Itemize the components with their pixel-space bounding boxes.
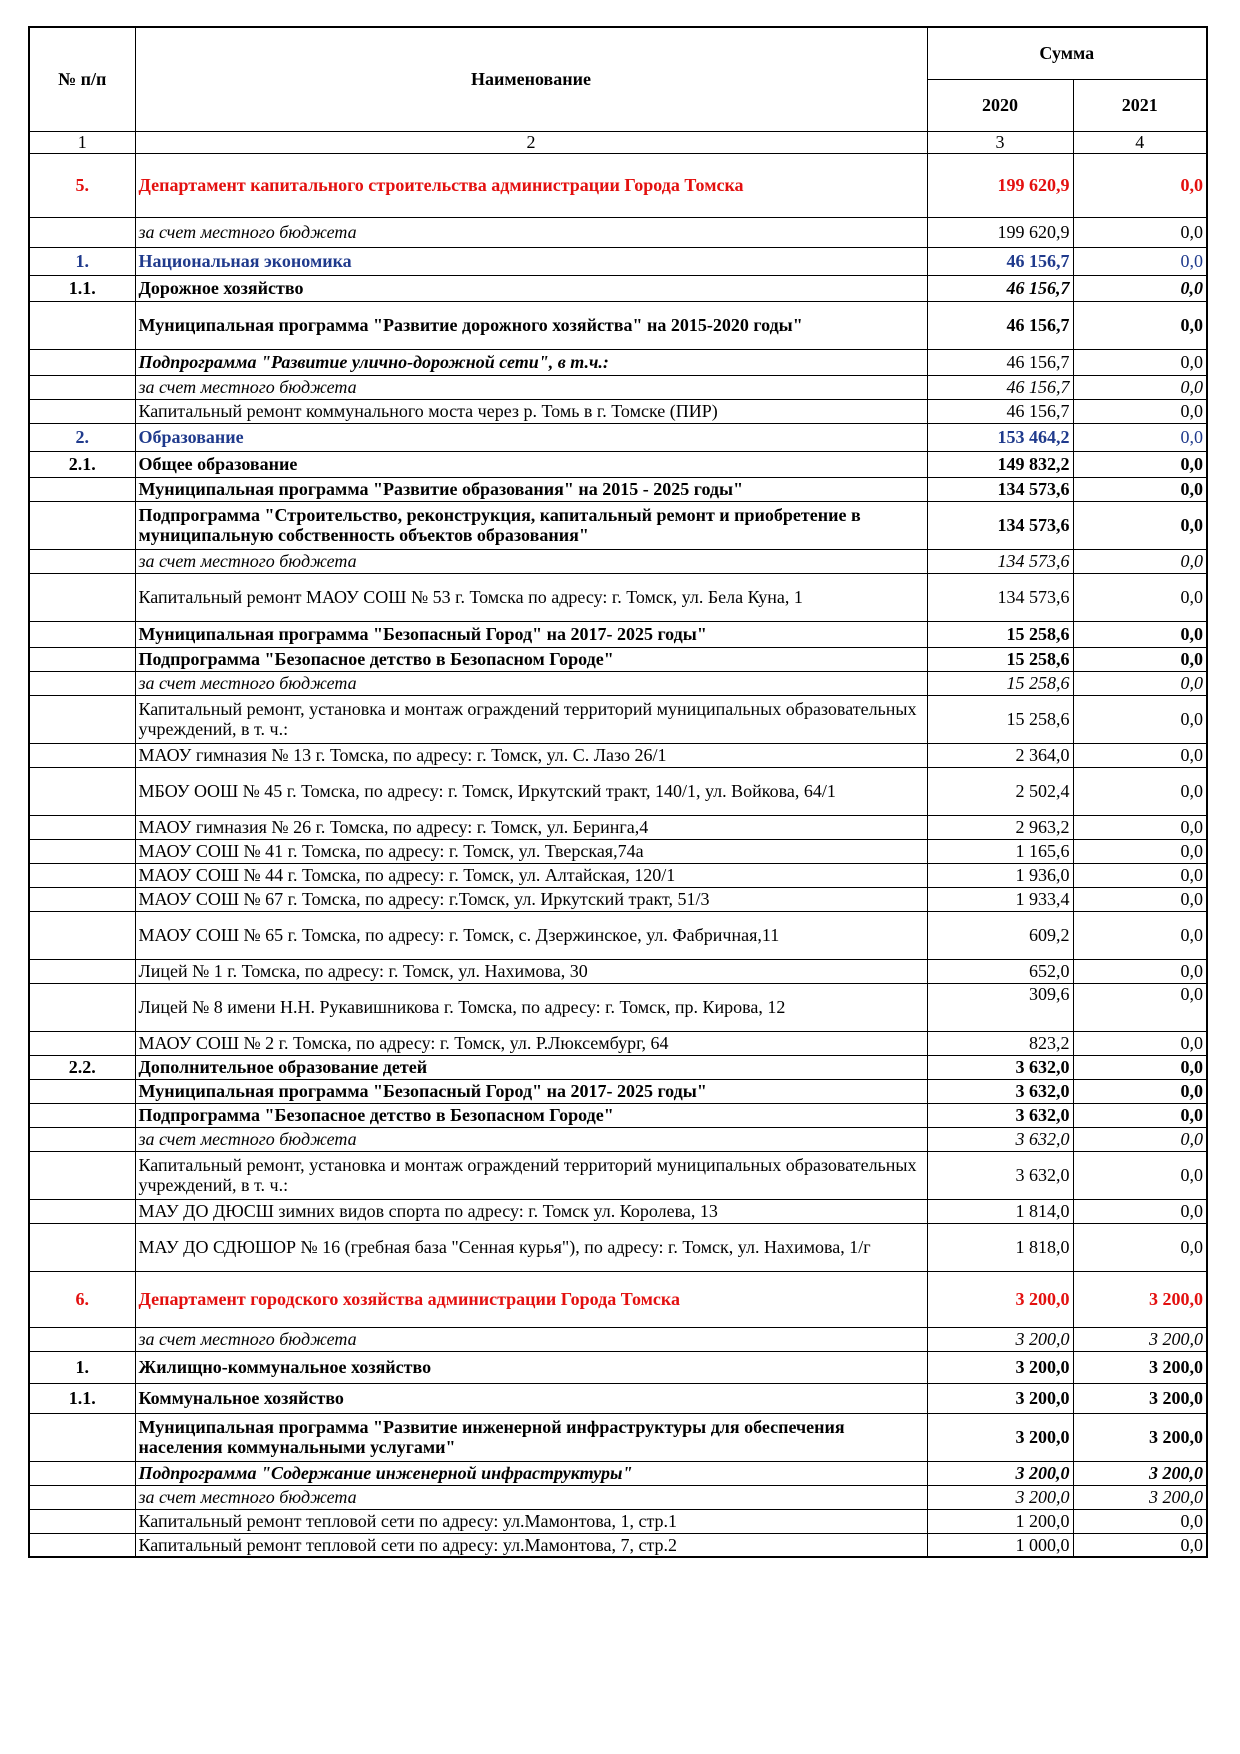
row-number bbox=[29, 983, 135, 1031]
row-number: 2.2. bbox=[29, 1055, 135, 1079]
table-row bbox=[29, 671, 1207, 695]
row-value-2020: 2 502,4 bbox=[927, 767, 1073, 815]
row-value-2021: 0,0 bbox=[1073, 1055, 1207, 1079]
row-number: 1. bbox=[29, 247, 135, 275]
row-value-2020: 134 573,6 bbox=[927, 477, 1073, 501]
row-number bbox=[29, 767, 135, 815]
row-value-2020: 46 156,7 bbox=[927, 275, 1073, 301]
row-value-2020: 609,2 bbox=[927, 911, 1073, 959]
row-number bbox=[29, 1461, 135, 1485]
row-name: МАОУ СОШ № 2 г. Томска, по адресу: г. Томск, ул. Р.Люксембург, 64 bbox=[135, 1031, 927, 1055]
table-row bbox=[29, 1351, 1207, 1383]
column-index-row bbox=[29, 131, 1207, 153]
table-row bbox=[29, 1533, 1207, 1557]
row-value-2020: 3 632,0 bbox=[927, 1103, 1073, 1127]
row-value-2021: 0,0 bbox=[1073, 621, 1207, 647]
row-value-2020: 134 573,6 bbox=[927, 549, 1073, 573]
row-name: МАОУ СОШ № 44 г. Томска, по адресу: г. Томск, ул. Алтайская, 120/1 bbox=[135, 863, 927, 887]
header-num: № п/п bbox=[29, 27, 135, 131]
table-row bbox=[29, 983, 1207, 1031]
table-row bbox=[29, 423, 1207, 451]
row-name: за счет местного бюджета bbox=[135, 217, 927, 247]
row-name: МАУ ДО ДЮСШ зимних видов спорта по адресу: г. Томск ул. Королева, 13 bbox=[135, 1199, 927, 1223]
row-value-2020: 3 200,0 bbox=[927, 1413, 1073, 1461]
row-number: 1. bbox=[29, 1351, 135, 1383]
row-value-2020: 134 573,6 bbox=[927, 573, 1073, 621]
row-number bbox=[29, 1485, 135, 1509]
table-row bbox=[29, 573, 1207, 621]
row-number bbox=[29, 1079, 135, 1103]
row-name: Муниципальная программа "Безопасный Город" на 2017- 2025 годы" bbox=[135, 1079, 927, 1103]
row-name: Подпрограмма "Безопасное детство в Безопасном Городе" bbox=[135, 647, 927, 671]
row-value-2020: 1 165,6 bbox=[927, 839, 1073, 863]
row-value-2020: 3 200,0 bbox=[927, 1461, 1073, 1485]
row-value-2020: 1 936,0 bbox=[927, 863, 1073, 887]
row-number bbox=[29, 1151, 135, 1199]
row-name: Муниципальная программа "Развитие образования" на 2015 - 2025 годы" bbox=[135, 477, 927, 501]
row-value-2020: 1 000,0 bbox=[927, 1533, 1073, 1557]
row-name: за счет местного бюджета bbox=[135, 549, 927, 573]
column-index: 4 bbox=[1073, 131, 1207, 153]
header-sum: Сумма bbox=[927, 27, 1207, 79]
table-row bbox=[29, 1327, 1207, 1351]
table-row bbox=[29, 1151, 1207, 1199]
row-number bbox=[29, 863, 135, 887]
row-value-2021: 0,0 bbox=[1073, 349, 1207, 375]
row-name: Подпрограмма "Безопасное детство в Безопасном Городе" bbox=[135, 1103, 927, 1127]
row-value-2020: 3 200,0 bbox=[927, 1271, 1073, 1327]
row-number bbox=[29, 477, 135, 501]
row-value-2020: 823,2 bbox=[927, 1031, 1073, 1055]
table-row bbox=[29, 549, 1207, 573]
row-value-2021: 0,0 bbox=[1073, 1533, 1207, 1557]
row-name: Лицей № 1 г. Томска, по адресу: г. Томск, ул. Нахимова, 30 bbox=[135, 959, 927, 983]
row-value-2021: 3 200,0 bbox=[1073, 1485, 1207, 1509]
row-name: МАОУ гимназия № 13 г. Томска, по адресу: г. Томск, ул. С. Лазо 26/1 bbox=[135, 743, 927, 767]
row-value-2020: 199 620,9 bbox=[927, 153, 1073, 217]
table-row bbox=[29, 743, 1207, 767]
row-value-2021: 0,0 bbox=[1073, 767, 1207, 815]
row-number bbox=[29, 399, 135, 423]
row-number: 2. bbox=[29, 423, 135, 451]
table-row bbox=[29, 621, 1207, 647]
table-row bbox=[29, 477, 1207, 501]
table-row bbox=[29, 153, 1207, 217]
table-row bbox=[29, 399, 1207, 423]
table-row bbox=[29, 839, 1207, 863]
table-row bbox=[29, 1055, 1207, 1079]
row-name: Национальная экономика bbox=[135, 247, 927, 275]
row-number bbox=[29, 1327, 135, 1351]
row-number bbox=[29, 815, 135, 839]
row-number bbox=[29, 549, 135, 573]
row-value-2020: 15 258,6 bbox=[927, 695, 1073, 743]
row-value-2021: 0,0 bbox=[1073, 887, 1207, 911]
table-row bbox=[29, 275, 1207, 301]
table-row bbox=[29, 863, 1207, 887]
row-value-2021: 0,0 bbox=[1073, 399, 1207, 423]
row-number bbox=[29, 839, 135, 863]
row-value-2021: 0,0 bbox=[1073, 815, 1207, 839]
table-row bbox=[29, 959, 1207, 983]
row-number bbox=[29, 1199, 135, 1223]
row-value-2020: 3 200,0 bbox=[927, 1485, 1073, 1509]
row-number bbox=[29, 1223, 135, 1271]
row-value-2021: 3 200,0 bbox=[1073, 1413, 1207, 1461]
row-name: Капитальный ремонт МАОУ СОШ № 53 г. Томска по адресу: г. Томск, ул. Бела Куна, 1 bbox=[135, 573, 927, 621]
row-number bbox=[29, 695, 135, 743]
table-row bbox=[29, 1127, 1207, 1151]
row-value-2021: 0,0 bbox=[1073, 863, 1207, 887]
table-row bbox=[29, 695, 1207, 743]
row-value-2021: 0,0 bbox=[1073, 695, 1207, 743]
table-row bbox=[29, 887, 1207, 911]
table-row bbox=[29, 815, 1207, 839]
row-value-2020: 309,6 bbox=[927, 983, 1073, 1031]
row-number bbox=[29, 959, 135, 983]
row-number bbox=[29, 573, 135, 621]
row-value-2020: 1 200,0 bbox=[927, 1509, 1073, 1533]
header-2021: 2021 bbox=[1073, 79, 1207, 131]
table-row bbox=[29, 767, 1207, 815]
table-row bbox=[29, 1223, 1207, 1271]
column-index: 2 bbox=[135, 131, 927, 153]
row-name: Департамент капитального строительства администрации Города Томска bbox=[135, 153, 927, 217]
row-name: МАОУ гимназия № 26 г. Томска, по адресу: г. Томск, ул. Беринга,4 bbox=[135, 815, 927, 839]
row-value-2021: 0,0 bbox=[1073, 671, 1207, 695]
row-value-2021: 0,0 bbox=[1073, 301, 1207, 349]
table-row bbox=[29, 1271, 1207, 1327]
row-number: 1.1. bbox=[29, 275, 135, 301]
row-name: Дорожное хозяйство bbox=[135, 275, 927, 301]
row-name: Образование bbox=[135, 423, 927, 451]
row-value-2020: 199 620,9 bbox=[927, 217, 1073, 247]
row-value-2020: 46 156,7 bbox=[927, 375, 1073, 399]
row-value-2020: 46 156,7 bbox=[927, 349, 1073, 375]
row-value-2020: 153 464,2 bbox=[927, 423, 1073, 451]
column-index: 3 bbox=[927, 131, 1073, 153]
row-number bbox=[29, 375, 135, 399]
row-value-2020: 46 156,7 bbox=[927, 301, 1073, 349]
row-value-2020: 15 258,6 bbox=[927, 671, 1073, 695]
row-value-2021: 0,0 bbox=[1073, 1199, 1207, 1223]
row-value-2020: 1 814,0 bbox=[927, 1199, 1073, 1223]
row-value-2020: 1 818,0 bbox=[927, 1223, 1073, 1271]
table-row bbox=[29, 1031, 1207, 1055]
row-number bbox=[29, 217, 135, 247]
column-index: 1 bbox=[29, 131, 135, 153]
row-number bbox=[29, 501, 135, 549]
row-name: Капитальный ремонт, установка и монтаж ограждений территорий муниципальных образовательных учреждений, в т. ч.: bbox=[135, 1151, 927, 1199]
table-row bbox=[29, 247, 1207, 275]
row-number: 2.1. bbox=[29, 451, 135, 477]
row-value-2021: 0,0 bbox=[1073, 839, 1207, 863]
row-value-2020: 15 258,6 bbox=[927, 647, 1073, 671]
row-name: за счет местного бюджета bbox=[135, 1127, 927, 1151]
row-number bbox=[29, 1031, 135, 1055]
row-name: Лицей № 8 имени Н.Н. Рукавишникова г. Томска, по адресу: г. Томск, пр. Кирова, 12 bbox=[135, 983, 927, 1031]
row-name: Дополнительное образование детей bbox=[135, 1055, 927, 1079]
row-value-2021: 0,0 bbox=[1073, 501, 1207, 549]
row-name: МБОУ ООШ № 45 г. Томска, по адресу: г. Томск, Иркутский тракт, 140/1, ул. Войкова, 64/1 bbox=[135, 767, 927, 815]
row-value-2021: 0,0 bbox=[1073, 153, 1207, 217]
row-value-2021: 0,0 bbox=[1073, 549, 1207, 573]
row-value-2021: 0,0 bbox=[1073, 1127, 1207, 1151]
row-name: Департамент городского хозяйства администрации Города Томска bbox=[135, 1271, 927, 1327]
row-value-2021: 3 200,0 bbox=[1073, 1327, 1207, 1351]
row-number bbox=[29, 887, 135, 911]
table-row bbox=[29, 1079, 1207, 1103]
row-value-2021: 0,0 bbox=[1073, 573, 1207, 621]
row-value-2021: 0,0 bbox=[1073, 743, 1207, 767]
row-name: МАОУ СОШ № 65 г. Томска, по адресу: г. Томск, с. Дзержинское, ул. Фабричная,11 bbox=[135, 911, 927, 959]
row-name: Общее образование bbox=[135, 451, 927, 477]
table-row bbox=[29, 501, 1207, 549]
row-value-2021: 0,0 bbox=[1073, 1151, 1207, 1199]
budget-table bbox=[28, 26, 1208, 1558]
row-value-2020: 1 933,4 bbox=[927, 887, 1073, 911]
table-row bbox=[29, 1103, 1207, 1127]
row-value-2021: 0,0 bbox=[1073, 217, 1207, 247]
row-value-2021: 0,0 bbox=[1073, 959, 1207, 983]
table-row bbox=[29, 375, 1207, 399]
row-name: Капитальный ремонт коммунального моста через р. Томь в г. Томске (ПИР) bbox=[135, 399, 927, 423]
row-name: за счет местного бюджета bbox=[135, 1485, 927, 1509]
row-value-2020: 134 573,6 bbox=[927, 501, 1073, 549]
row-name: Капитальный ремонт тепловой сети по адресу: ул.Мамонтова, 1, стр.1 bbox=[135, 1509, 927, 1533]
row-value-2021: 0,0 bbox=[1073, 275, 1207, 301]
table-row bbox=[29, 1383, 1207, 1413]
row-name: Муниципальная программа "Развитие дорожного хозяйства" на 2015-2020 годы" bbox=[135, 301, 927, 349]
row-number bbox=[29, 1509, 135, 1533]
row-number bbox=[29, 671, 135, 695]
row-number bbox=[29, 743, 135, 767]
row-name: МАОУ СОШ № 41 г. Томска, по адресу: г. Томск, ул. Тверская,74а bbox=[135, 839, 927, 863]
row-value-2021: 0,0 bbox=[1073, 983, 1207, 1031]
header-2020: 2020 bbox=[927, 79, 1073, 131]
row-value-2021: 3 200,0 bbox=[1073, 1271, 1207, 1327]
row-number bbox=[29, 349, 135, 375]
row-name: Муниципальная программа "Безопасный Город" на 2017- 2025 годы" bbox=[135, 621, 927, 647]
row-value-2020: 3 632,0 bbox=[927, 1151, 1073, 1199]
row-value-2020: 46 156,7 bbox=[927, 247, 1073, 275]
row-name: Капитальный ремонт тепловой сети по адресу: ул.Мамонтова, 7, стр.2 bbox=[135, 1533, 927, 1557]
table-row bbox=[29, 217, 1207, 247]
row-name: Коммунальное хозяйство bbox=[135, 1383, 927, 1413]
row-name: Подпрограмма "Строительство, реконструкция, капитальный ремонт и приобретение в муниципальную собственность объектов образования" bbox=[135, 501, 927, 549]
row-value-2021: 3 200,0 bbox=[1073, 1383, 1207, 1413]
row-number: 6. bbox=[29, 1271, 135, 1327]
table-row bbox=[29, 1413, 1207, 1461]
table-row bbox=[29, 451, 1207, 477]
row-value-2020: 46 156,7 bbox=[927, 399, 1073, 423]
row-number bbox=[29, 301, 135, 349]
table-row bbox=[29, 1199, 1207, 1223]
row-name: Жилищно-коммунальное хозяйство bbox=[135, 1351, 927, 1383]
row-value-2021: 0,0 bbox=[1073, 1031, 1207, 1055]
row-value-2021: 0,0 bbox=[1073, 423, 1207, 451]
row-number bbox=[29, 1533, 135, 1557]
row-name: за счет местного бюджета bbox=[135, 671, 927, 695]
row-value-2021: 0,0 bbox=[1073, 451, 1207, 477]
row-value-2020: 15 258,6 bbox=[927, 621, 1073, 647]
row-value-2020: 3 632,0 bbox=[927, 1127, 1073, 1151]
row-name: МАУ ДО СДЮШОР № 16 (гребная база "Сенная курья"), по адресу: г. Томск, ул. Нахимова, 1/г bbox=[135, 1223, 927, 1271]
row-number: 5. bbox=[29, 153, 135, 217]
row-name: за счет местного бюджета bbox=[135, 1327, 927, 1351]
row-name: Муниципальная программа "Развитие инженерной инфраструктуры для обеспечения населения коммунальными услугами" bbox=[135, 1413, 927, 1461]
row-value-2020: 3 200,0 bbox=[927, 1351, 1073, 1383]
row-value-2021: 0,0 bbox=[1073, 1103, 1207, 1127]
row-value-2021: 3 200,0 bbox=[1073, 1351, 1207, 1383]
row-value-2020: 2 963,2 bbox=[927, 815, 1073, 839]
row-value-2020: 3 632,0 bbox=[927, 1055, 1073, 1079]
row-number bbox=[29, 1127, 135, 1151]
row-value-2021: 0,0 bbox=[1073, 1079, 1207, 1103]
table-row bbox=[29, 301, 1207, 349]
row-value-2021: 0,0 bbox=[1073, 1509, 1207, 1533]
row-value-2020: 2 364,0 bbox=[927, 743, 1073, 767]
table-row bbox=[29, 1485, 1207, 1509]
row-value-2020: 3 200,0 bbox=[927, 1383, 1073, 1413]
row-name: Подпрограмма "Развитие улично-дорожной сети", в т.ч.: bbox=[135, 349, 927, 375]
table-row bbox=[29, 647, 1207, 671]
row-name: за счет местного бюджета bbox=[135, 375, 927, 399]
row-value-2021: 0,0 bbox=[1073, 911, 1207, 959]
row-value-2021: 3 200,0 bbox=[1073, 1461, 1207, 1485]
header-name: Наименование bbox=[135, 27, 927, 131]
table-row bbox=[29, 349, 1207, 375]
row-name: Подпрограмма "Содержание инженерной инфраструктуры" bbox=[135, 1461, 927, 1485]
row-number bbox=[29, 647, 135, 671]
row-value-2021: 0,0 bbox=[1073, 375, 1207, 399]
row-name: МАОУ СОШ № 67 г. Томска, по адресу: г.Томск, ул. Иркутский тракт, 51/3 bbox=[135, 887, 927, 911]
row-value-2021: 0,0 bbox=[1073, 1223, 1207, 1271]
row-value-2021: 0,0 bbox=[1073, 247, 1207, 275]
row-value-2020: 3 200,0 bbox=[927, 1327, 1073, 1351]
row-number bbox=[29, 1103, 135, 1127]
row-value-2021: 0,0 bbox=[1073, 477, 1207, 501]
row-name: Капитальный ремонт, установка и монтаж ограждений территорий муниципальных образовательных учреждений, в т. ч.: bbox=[135, 695, 927, 743]
table-row bbox=[29, 1509, 1207, 1533]
row-number bbox=[29, 621, 135, 647]
table-row bbox=[29, 911, 1207, 959]
row-number bbox=[29, 911, 135, 959]
row-number: 1.1. bbox=[29, 1383, 135, 1413]
row-value-2020: 149 832,2 bbox=[927, 451, 1073, 477]
row-value-2020: 652,0 bbox=[927, 959, 1073, 983]
row-number bbox=[29, 1413, 135, 1461]
table-row bbox=[29, 1461, 1207, 1485]
row-value-2021: 0,0 bbox=[1073, 647, 1207, 671]
row-value-2020: 3 632,0 bbox=[927, 1079, 1073, 1103]
